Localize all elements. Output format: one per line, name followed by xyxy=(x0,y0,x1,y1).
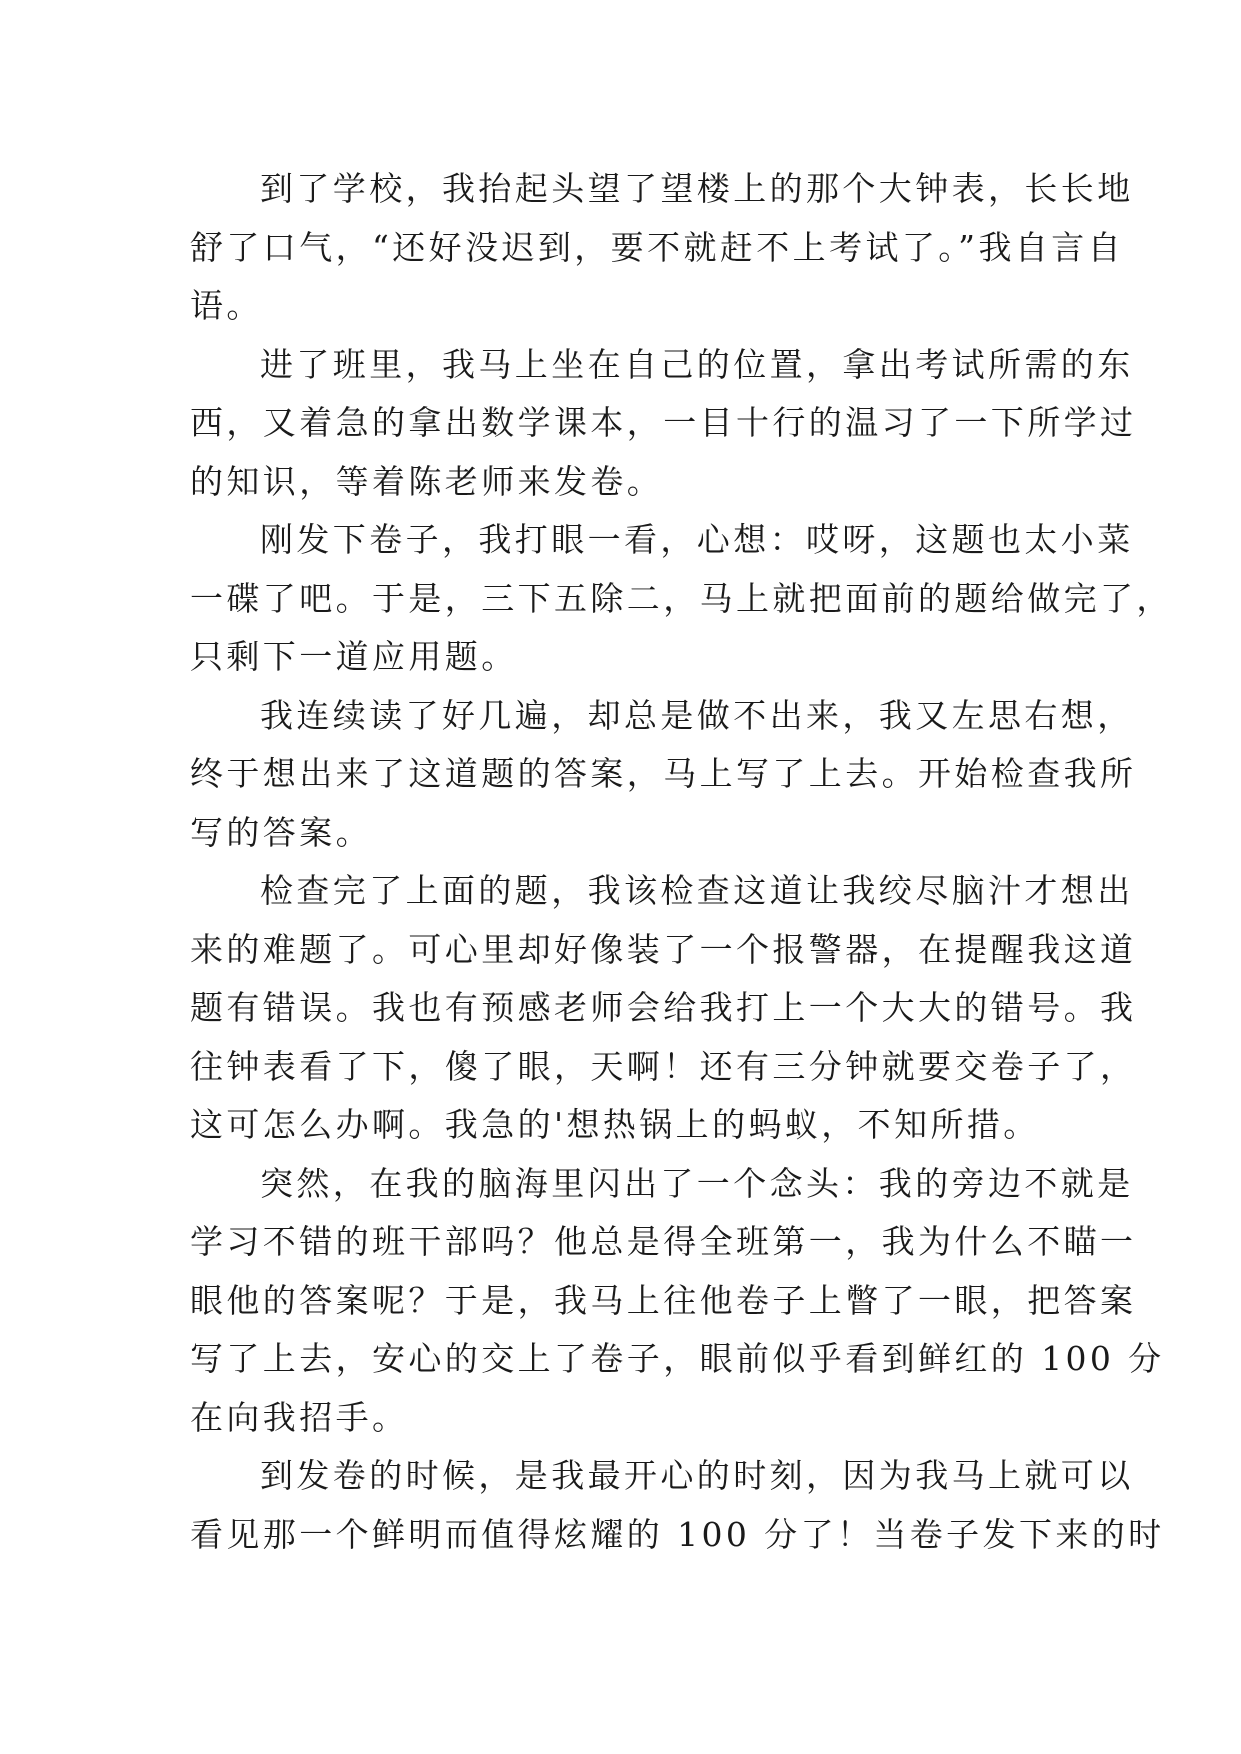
paragraph-2 xyxy=(190,336,1137,512)
text-line: 学习不错的班干部吗？他总是得全班第一，我为什么不瞄一 xyxy=(190,1222,1137,1261)
paragraph-5 xyxy=(190,862,1137,1155)
text-line: 到了学校，我抬起头望了望楼上的那个大钟表，长长地 xyxy=(260,169,1134,208)
paragraph-3 xyxy=(190,511,1173,687)
text-line: 西，又着急的拿出数学课本，一目十行的温习了一下所学过 xyxy=(190,403,1137,442)
text-line: 语。 xyxy=(190,286,263,325)
text-line: 往钟表看了下，傻了眼，天啊！还有三分钟就要交卷子了， xyxy=(190,1046,1137,1086)
text-line: 在向我招手。 xyxy=(190,1397,409,1437)
text-line: 只剩下一道应用题。 xyxy=(190,637,518,676)
text-line: 这可怎么办啊。我急的'想热锅上的蚂蚁，不知所措。 xyxy=(190,1105,1040,1144)
text-line: 终于想出来了这道题的答案，马上写了上去。开始检查我所 xyxy=(190,754,1137,793)
text-line: 看见那一个鲜明而值得炫耀的 100 分了！当卷子发下来的时 xyxy=(190,1514,1165,1554)
text-line: 写的答案。 xyxy=(190,812,372,852)
paragraph-1 xyxy=(190,160,1134,336)
text-line: 题有错误。我也有预感老师会给我打上一个大大的错号。我 xyxy=(190,988,1137,1027)
text-line: 的知识，等着陈老师来发卷。 xyxy=(190,461,664,501)
text-line: 一碟了吧。于是，三下五除二，马上就把面前的题给做完了， xyxy=(190,578,1173,618)
text-line: 到发卷的时候，是我最开心的时刻，因为我马上就可以 xyxy=(260,1456,1134,1495)
document-body xyxy=(190,160,1173,1564)
text-line: 眼他的答案呢？于是，我马上往他卷子上瞥了一眼，把答案 xyxy=(190,1280,1137,1320)
paragraph-6 xyxy=(190,1155,1165,1448)
text-line: 突然，在我的脑海里闪出了一个念头：我的旁边不就是 xyxy=(260,1163,1134,1203)
text-line: 刚发下卷子，我打眼一看，心想：哎呀，这题也太小菜 xyxy=(260,520,1134,559)
paragraph-7 xyxy=(190,1447,1165,1564)
text-line: 检查完了上面的题，我该检查这道让我绞尽脑汁才想出 xyxy=(260,871,1134,910)
text-line: 我连续读了好几遍，却总是做不出来，我又左思右想， xyxy=(260,695,1134,735)
text-line: 舒了口气，“还好没迟到，要不就赶不上考试了。”我自言自 xyxy=(190,227,1125,267)
paragraph-4 xyxy=(190,687,1137,863)
text-line: 进了班里，我马上坐在自己的位置，拿出考试所需的东 xyxy=(260,344,1134,384)
text-line: 写了上去，安心的交上了卷子，眼前似乎看到鲜红的 100 分 xyxy=(190,1339,1165,1378)
text-line: 来的难题了。可心里却好像装了一个报警器，在提醒我这道 xyxy=(190,929,1137,969)
